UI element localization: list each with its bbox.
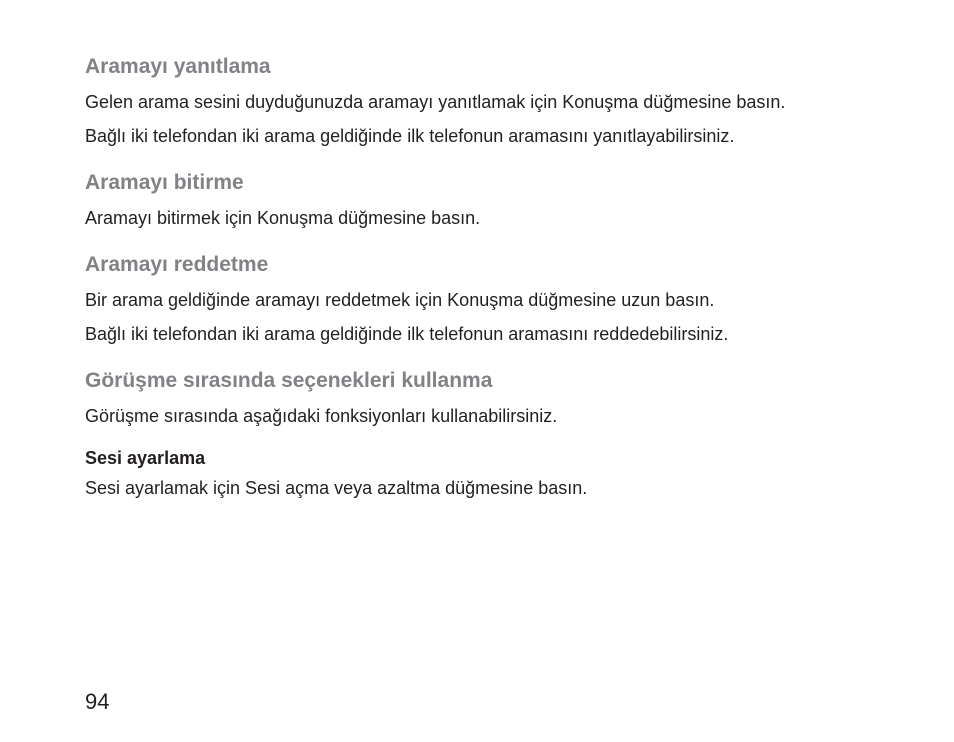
subsection-title-adjust-volume: Sesi ayarlama: [85, 448, 206, 468]
paragraph: Sesi ayarlamak için Sesi açma veya azaltma düğmesine basın.: [85, 478, 588, 498]
paragraph: Bağlı iki telefondan iki arama geldiğinde ilk telefonun aramasını reddedebilirsiniz.: [85, 324, 729, 344]
paragraph: Görüşme sırasında aşağıdaki fonksiyonları kullanabilirsiniz.: [85, 406, 558, 426]
section-title-end-call: Aramayı bitirme: [85, 171, 244, 194]
paragraph: Aramayı bitirmek için Konuşma düğmesine basın.: [85, 208, 481, 228]
paragraph: Bir arama geldiğinde aramayı reddetmek için Konuşma düğmesine uzun basın.: [85, 290, 715, 310]
section-title-answer-call: Aramayı yanıtlama: [85, 55, 271, 78]
page-number: 94: [85, 689, 110, 714]
section-title-in-call-options: Görüşme sırasında seçenekleri kullanma: [85, 369, 493, 392]
paragraph: Gelen arama sesini duyduğunuzda aramayı yanıtlamak için Konuşma düğmesine basın.: [85, 92, 786, 112]
section-title-reject-call: Aramayı reddetme: [85, 253, 269, 276]
paragraph: Bağlı iki telefondan iki arama geldiğinde ilk telefonun aramasını yanıtlayabilirsiniz.: [85, 126, 735, 146]
page-content: [85, 52, 885, 500]
